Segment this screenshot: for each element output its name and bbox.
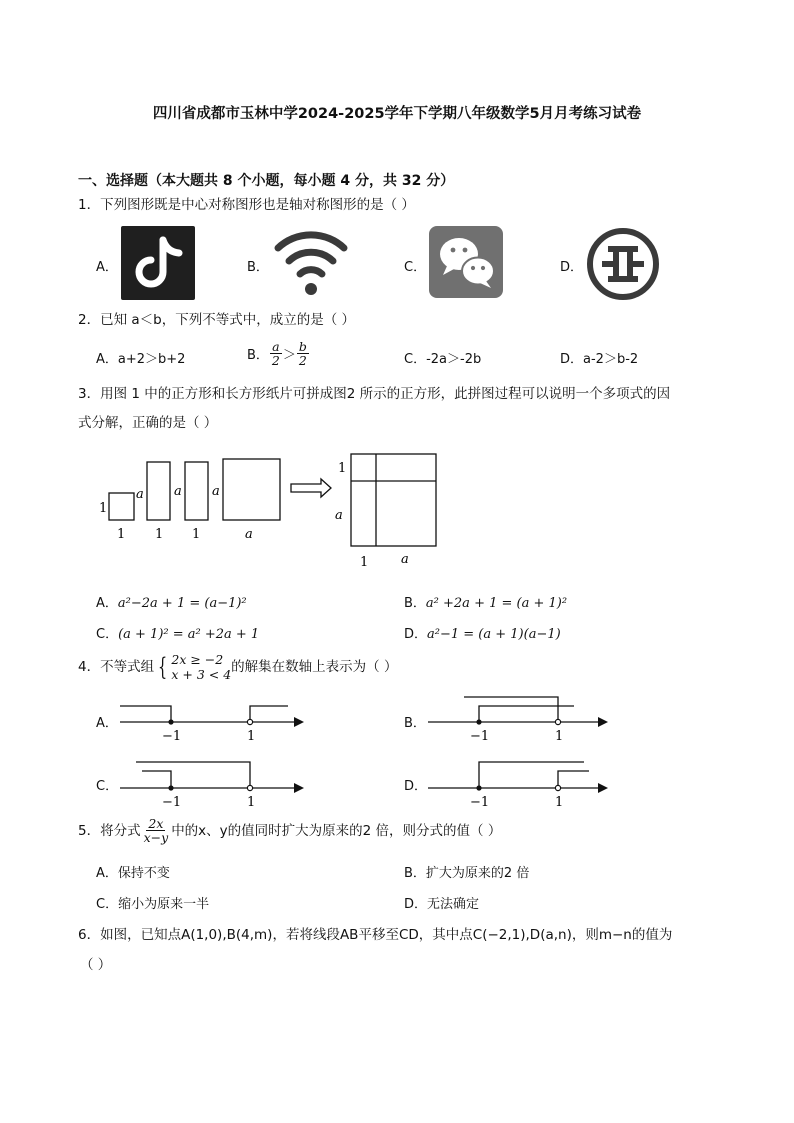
fig1-label-a-3: a (212, 484, 220, 499)
q3-option-b-label: B． (404, 596, 426, 611)
fig2-square (351, 454, 436, 546)
q3-option-d (404, 623, 561, 642)
wechat-logo-icon (429, 226, 503, 298)
q4-option-a-label: A． (96, 716, 118, 731)
q3-figure (94, 446, 444, 574)
q1-option-d-label: D． (560, 260, 584, 275)
question-5-stem (78, 817, 501, 844)
q5-fraction (142, 817, 171, 844)
question-3-stem-line1: 3．用图 1 中的正方形和长方形纸片可拼成图2 所示的正方形，此拼图过程可以说明一个多项式的因 (78, 386, 671, 402)
q3-option-b-formula: a² +2a + 1 = (a + 1)² (425, 596, 568, 611)
tiktok-logo-icon (121, 226, 195, 300)
fig1-rect-2 (185, 462, 208, 520)
q2-fraction-a-den: 2 (271, 353, 280, 368)
question-2-stem: 2．已知 a＜b，下列不等式中，成立的是（ ） (78, 312, 356, 328)
q5-option-a: A．保持不变 (96, 866, 170, 881)
q4-inequality-1: 2x ≥ −2 (171, 652, 224, 667)
q2-fraction-b-num: b (298, 339, 307, 354)
q2-option-b (247, 340, 310, 367)
q4d-tick-left: −1 (470, 795, 490, 810)
q5-fraction-num: 2x (148, 816, 164, 831)
q4-number-line-d (424, 755, 614, 811)
q4d-tick-right: 1 (555, 795, 564, 810)
q3-option-c-formula: (a + 1)² = a² +2a + 1 (118, 627, 260, 642)
q3-option-b (404, 592, 567, 611)
q4-brace: { (158, 653, 168, 681)
q2-option-b-label: B． (247, 348, 269, 363)
q3-option-d-label: D． (404, 627, 428, 642)
q4c-tick-left: −1 (162, 795, 182, 810)
fig1-label-bottom-2: 1 (155, 527, 164, 542)
q1-option-c-label: C． (404, 260, 427, 275)
question-4-stem (78, 652, 397, 682)
q3-option-a-formula: a²−2a + 1 = (a−1)² (117, 596, 247, 611)
q5-fraction-den: x−y (143, 830, 169, 845)
q4-number-line-a (116, 698, 308, 746)
fig2-label-bottom-a: a (401, 552, 409, 567)
q4b-tick-left: −1 (470, 729, 490, 744)
page-title: 四川省成都市玉林中学2024-2025学年下学期八年级数学5月月考练习试卷 (152, 106, 642, 122)
q5-option-c: C．缩小为原来一半 (96, 897, 210, 912)
question-6-paren: （ ） (80, 957, 112, 973)
q4-option-b-label: B． (404, 716, 426, 731)
icbc-logo-icon (585, 226, 661, 302)
q4a-tick-left: −1 (162, 729, 182, 744)
question-3-stem-line2: 式分解，正确的是（ ） (78, 415, 218, 431)
q4-option-c-label: C． (96, 779, 119, 794)
fig1-label-a-bottom: a (245, 527, 253, 542)
fig1-small-square (109, 493, 134, 520)
q2-fraction-b (297, 340, 309, 367)
q2-option-d: D．a-2＞b-2 (560, 352, 639, 367)
q2-fraction-a (270, 340, 282, 367)
q2-fraction-b-den: 2 (298, 353, 307, 368)
q3-option-a-label: A． (96, 596, 118, 611)
q4-suffix: 的解集在数轴上表示为（ ） (231, 659, 398, 675)
fig1-rect-1 (147, 462, 170, 520)
q4c-tick-right: 1 (247, 795, 256, 810)
q5-suffix: 中的x、y的值同时扩大为原来的2 倍，则分式的值（ ） (171, 822, 502, 839)
q3-option-c (96, 623, 259, 642)
question-6-stem: 6．如图，已知点A(1,0),B(4,m)，若将线段AB平移至CD，其中点C(−2,1),D(a,n)，则m−n的值为 (78, 927, 673, 943)
q4-inequality-2: x + 3 < 4 (171, 667, 232, 682)
fig1-label-left: 1 (99, 501, 108, 516)
q1-option-b-label: B． (247, 260, 269, 275)
q3-option-a (96, 592, 247, 611)
q5-option-b: B．扩大为原来的2 倍 (404, 866, 530, 881)
fig1-label-bottom-3: 1 (192, 527, 201, 542)
q3-option-c-label: C． (96, 627, 119, 642)
fig2-label-left-1: 1 (338, 461, 347, 476)
fig1-label-a-2: a (174, 484, 182, 499)
q4-option-d-label: D． (404, 779, 428, 794)
q5-option-d: D．无法确定 (404, 897, 480, 912)
fig1-label-a-1: a (136, 487, 144, 502)
q1-option-a-label: A． (96, 260, 118, 275)
q2-option-b-operator: ＞ (282, 348, 296, 363)
q4-number-line-b (424, 690, 614, 746)
fig2-label-bottom-1: 1 (360, 555, 369, 570)
q4-prefix: 4．不等式组 (78, 659, 155, 675)
q3-option-d-formula: a²−1 = (a + 1)(a−1) (427, 627, 561, 642)
q4-number-line-c (116, 755, 308, 811)
q4-system (171, 652, 231, 682)
q5-prefix: 5．将分式 (78, 822, 141, 839)
wifi-icon (272, 226, 350, 298)
q2-option-a: A．a+2＞b+2 (96, 352, 186, 367)
q2-option-c: C．-2a＞-2b (404, 352, 482, 367)
arrow-icon (291, 479, 331, 497)
question-1-stem: 1．下列图形既是中心对称图形也是轴对称图形的是（ ） (78, 197, 415, 213)
fig1-big-square (223, 459, 280, 520)
q4a-tick-right: 1 (247, 729, 256, 744)
fig1-label-bottom-1: 1 (117, 527, 126, 542)
q4b-tick-right: 1 (555, 729, 564, 744)
section-heading: 一、选择题（本大题共 8 个小题，每小题 4 分，共 32 分） (78, 173, 455, 189)
fig2-label-left-a: a (335, 508, 343, 523)
q2-fraction-a-num: a (272, 339, 280, 354)
